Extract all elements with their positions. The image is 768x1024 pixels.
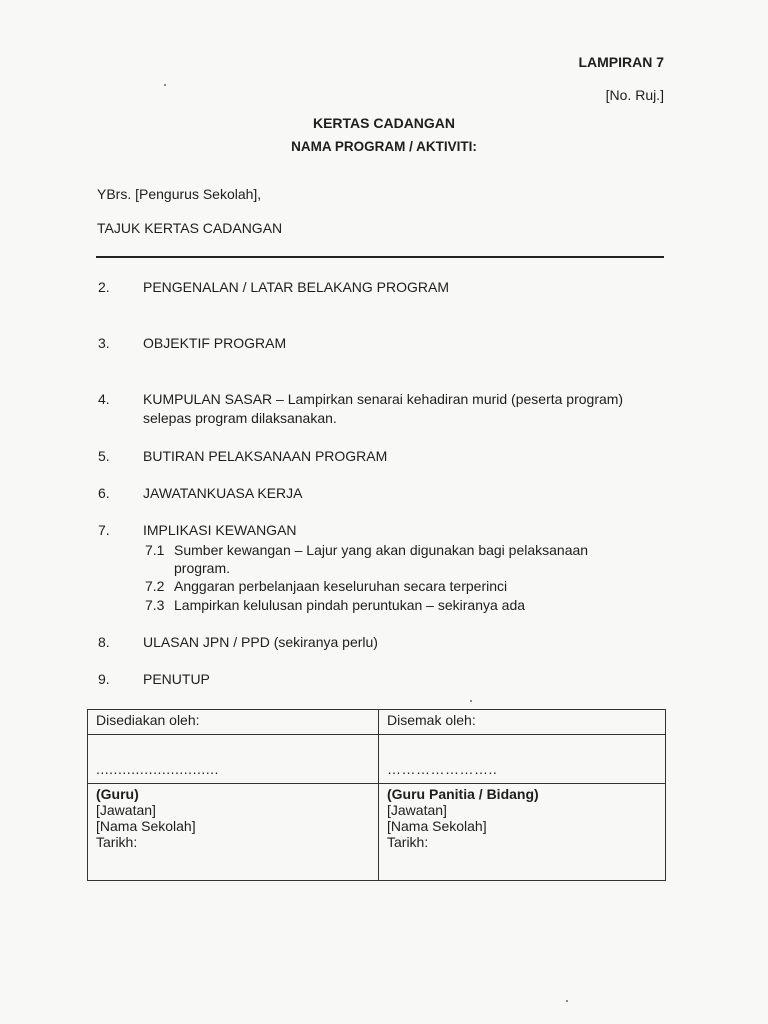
item-number: 2. [98, 279, 110, 295]
signature-table [87, 709, 666, 881]
reviewed-role: (Guru Panitia / Bidang) [387, 786, 539, 802]
prepared-position: [Jawatan] [96, 802, 156, 818]
reviewed-school: [Nama Sekolah] [387, 818, 487, 834]
item-text: PENUTUP [143, 671, 210, 687]
salutation: YBrs. [Pengurus Sekolah], [97, 186, 262, 202]
item-text-continued: selepas program dilaksanakan. [143, 410, 337, 426]
subitem-text: Sumber kewangan – Lajur yang akan digunakan bagi pelaksanaan [174, 542, 589, 558]
subitem-number: 7.2 [145, 578, 165, 594]
scan-speck [566, 1000, 568, 1002]
prepared-date: Tarikh: [96, 834, 138, 850]
item-text: IMPLIKASI KEWANGAN [143, 522, 297, 538]
item-number: 7. [98, 522, 110, 538]
prepared-role: (Guru) [96, 786, 139, 802]
signature-header-row [88, 710, 666, 735]
prepared-signature-cell [88, 735, 379, 784]
item-number: 5. [98, 448, 110, 464]
scan-speck [164, 84, 166, 86]
subitem-number: 7.3 [145, 597, 165, 613]
document-title: KERTAS CADANGAN [312, 115, 456, 131]
item-text: BUTIRAN PELAKSANAAN PROGRAM [143, 448, 388, 464]
item-text: JAWATANKUASA KERJA [143, 485, 303, 501]
signature-details-row [88, 784, 666, 881]
reviewed-position: [Jawatan] [387, 802, 447, 818]
reviewed-signature-cell [379, 735, 666, 784]
subitem-text-continued: program. [174, 560, 231, 576]
item-text: KUMPULAN SASAR – Lampirkan senarai kehadiran murid (peserta program) [143, 391, 624, 407]
reference-number: [No. Ruj.] [605, 87, 664, 103]
reviewed-date: Tarikh: [387, 834, 429, 850]
prepared-by-label: Disediakan oleh: [88, 710, 379, 735]
item-text: OBJEKTIF PROGRAM [143, 335, 287, 351]
item-text: ULASAN JPN / PPD (sekiranya perlu) [143, 634, 378, 650]
horizontal-rule [96, 256, 664, 258]
prepared-details-cell [88, 784, 379, 881]
item-number: 6. [98, 485, 110, 501]
item-number: 3. [98, 335, 110, 351]
item-number: 9. [98, 671, 110, 687]
reviewed-signature-line: ………………….. [387, 761, 498, 777]
prepared-school: [Nama Sekolah] [96, 818, 196, 834]
item-text: PENGENALAN / LATAR BELAKANG PROGRAM [143, 279, 450, 295]
subitem-number: 7.1 [145, 542, 165, 558]
prepared-signature-line: ............................ [96, 761, 219, 777]
appendix-label: LAMPIRAN 7 [578, 54, 664, 70]
subitem-text: Anggaran perbelanjaan keseluruhan secara terperinci [174, 578, 508, 594]
reviewed-details-cell [379, 784, 666, 881]
item-number: 4. [98, 391, 110, 407]
reviewed-by-label: Disemak oleh: [379, 710, 666, 735]
program-name-label: NAMA PROGRAM / AKTIVITI: [291, 139, 477, 154]
signature-line-row [88, 735, 666, 784]
scan-speck [470, 700, 472, 702]
proposal-subject: TAJUK KERTAS CADANGAN [97, 220, 283, 236]
subitem-text: Lampirkan kelulusan pindah peruntukan – sekiranya ada [174, 597, 526, 613]
item-number: 8. [98, 634, 110, 650]
